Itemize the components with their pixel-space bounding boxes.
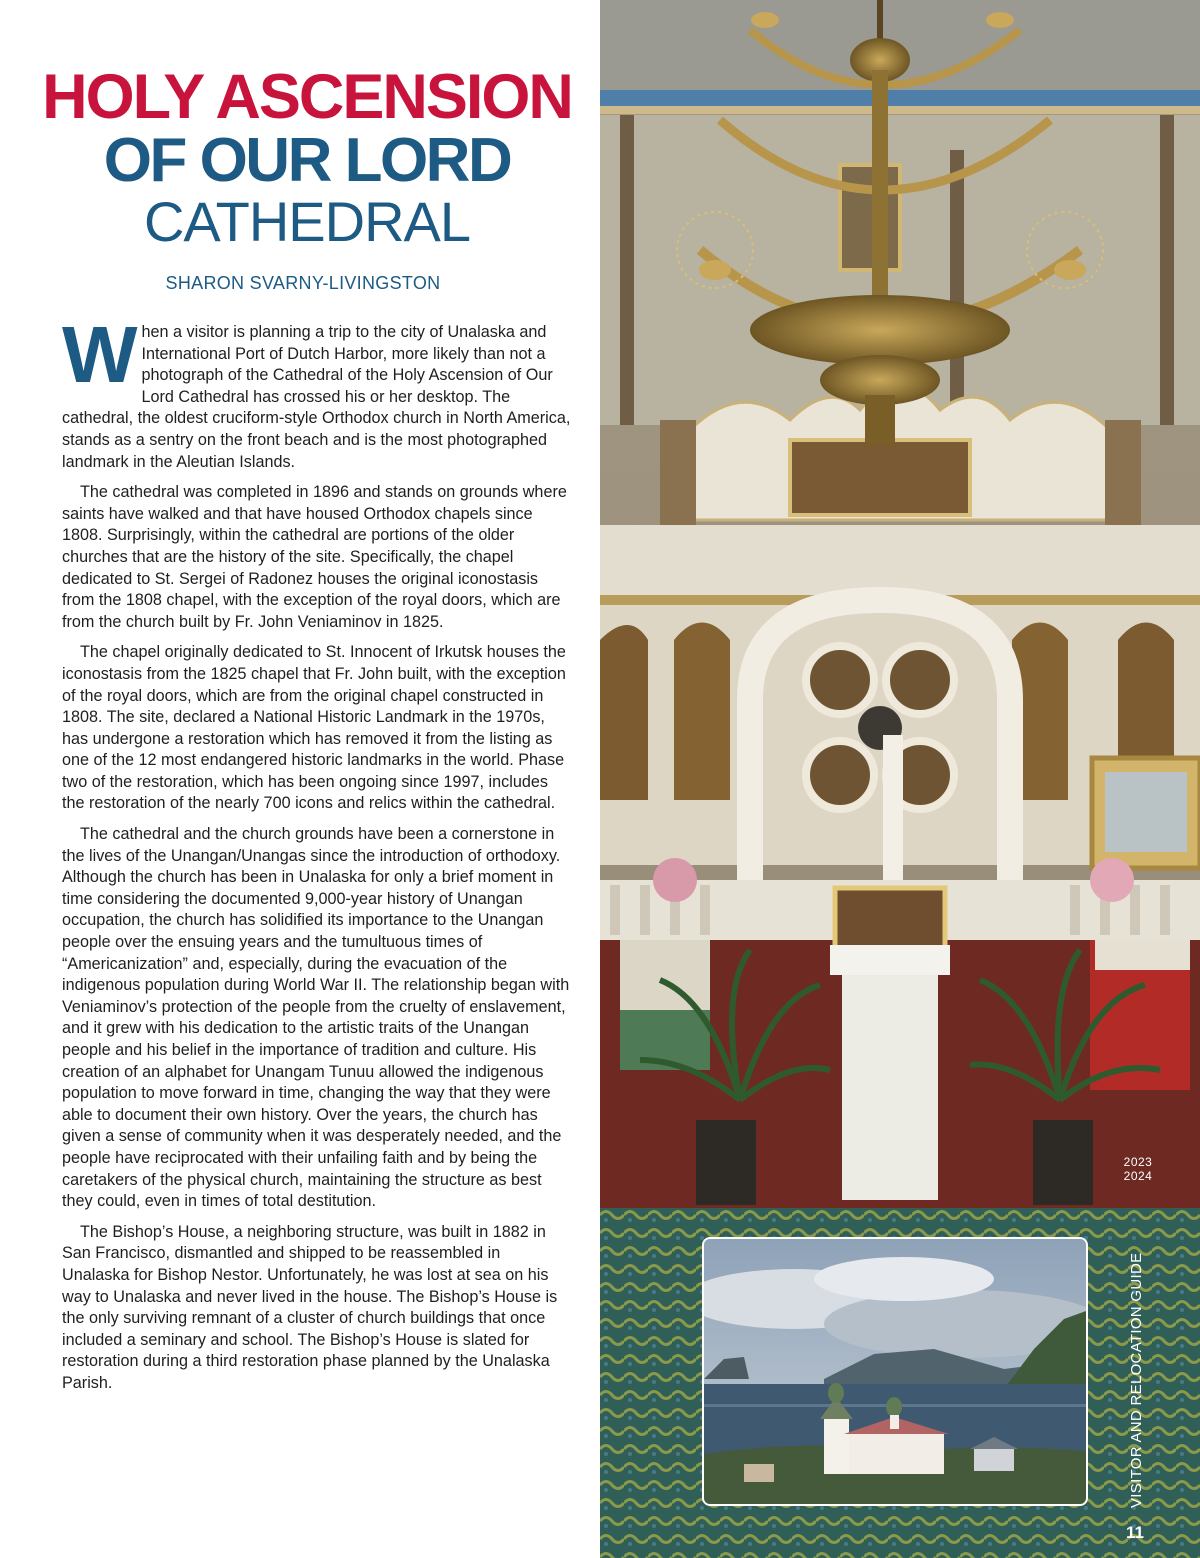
page-number: 11 (1126, 1523, 1144, 1542)
paragraph-4: The cathedral and the church grounds have been a cornerstone in the lives of the Unangan/Unangas since the introduction of orthodoxy. Although the church has been in Unalaska for only a brief moment in time considering the documented 9,000-year history of Unangan occupation, the church has solidified its importance to the Unangan people over the ensuing years and the tumultuous times of “Americanization” and, especially, during the evacuation of the indigenous population during World War II. The relationship began with Veniaminov’s protection of the people from the cruelty of enslavement, and it grew with his dedication to the artistic traits of the Unangan people and his belief in the importance of tradition and culture. His creation of an alphabet for Unangam Tunuu allowed the indigenous population to move forward in time, changing the way that they were able to document their own history. Over the years, the church has given a sense of community when it was desperately needed, and the people have reciprocated with their unfailing faith and by being the caretakers of the physical church, maintaining the structure as best they could, even in times of total destitution. (62, 825, 570, 1211)
author-byline: SHARON SVARNY-LIVINGSTON (165, 273, 441, 293)
paragraph-2: The cathedral was completed in 1896 and stands on grounds where saints have walked and that have housed Orthodox chapels since 1808. Surprisingly, within the cathedral are portions of the older churches that are the history of the site. Specifically, the chapel dedicated to St. Sergei of Radonez houses the original iconostasis from the 1808 chapel, with the exception of the royal doors, which are from the church built by Fr. John Veniaminov in 1825. (62, 483, 567, 631)
title-line-3: CATHEDRAL (143, 190, 470, 253)
cathedral-exterior-photo (704, 1239, 1086, 1504)
edition-year-bottom: 2024 (1123, 1169, 1153, 1183)
inset-photo (702, 1237, 1088, 1506)
paragraph-1 (62, 310, 572, 473)
paragraph-3: The chapel originally dedicated to St. Innocent of Irkutsk houses the iconostasis from the 1825 chapel that Fr. John built, with the exception of the royal doors, which are from the original chapel constructed in 1808. The site, declared a National Historic Landmark in the 1970s, has undergone a restoration which has removed it from the listing as one of the 12 most endangered historic landmarks in the world. Phase two of the restoration, which has been ongoing since 1997, includes the restoration of the nearly 700 icons and relics within the cathedral. (62, 643, 566, 813)
title-line-1: HOLY ASCENSION (42, 62, 572, 132)
drop-cap: W (62, 310, 136, 399)
edition-year-top: 2023 (1123, 1155, 1153, 1169)
paragraph-5: The Bishop’s House, a neighboring structure, was built in 1882 in San Francisco, dismantled and shipped to be reassembled in Unalaska for Bishop Nestor. Unfortunately, he was lost at sea on his way to Unalaska and never lived in the house. The Bishop’s House is the only surviving remnant of a cluster of church buildings that once included a seminary and school. The Bishop’s House is slated for restoration during a third restoration phase planned by the Unalaska Parish. (62, 1222, 558, 1392)
publication-title: VISITOR AND RELOCATION GUIDE (1128, 1252, 1145, 1508)
article-body (62, 310, 572, 1404)
article-title (0, 62, 614, 258)
title-line-2: OF OUR LORD (103, 126, 511, 195)
paragraph-1-text: hen a visitor is planning a trip to the city of Unalaska and International Port of Dutch Harbor, more likely than not a photograph of the Cathedral of the Holy Ascension of Our Lord Cathedral has crossed his or her desktop. The cathedral, the oldest cruciform-style Orthodox church in North America, stands as a sentry on the front beach and is the most photographed landmark in the Aleutian Islands. (62, 323, 571, 471)
